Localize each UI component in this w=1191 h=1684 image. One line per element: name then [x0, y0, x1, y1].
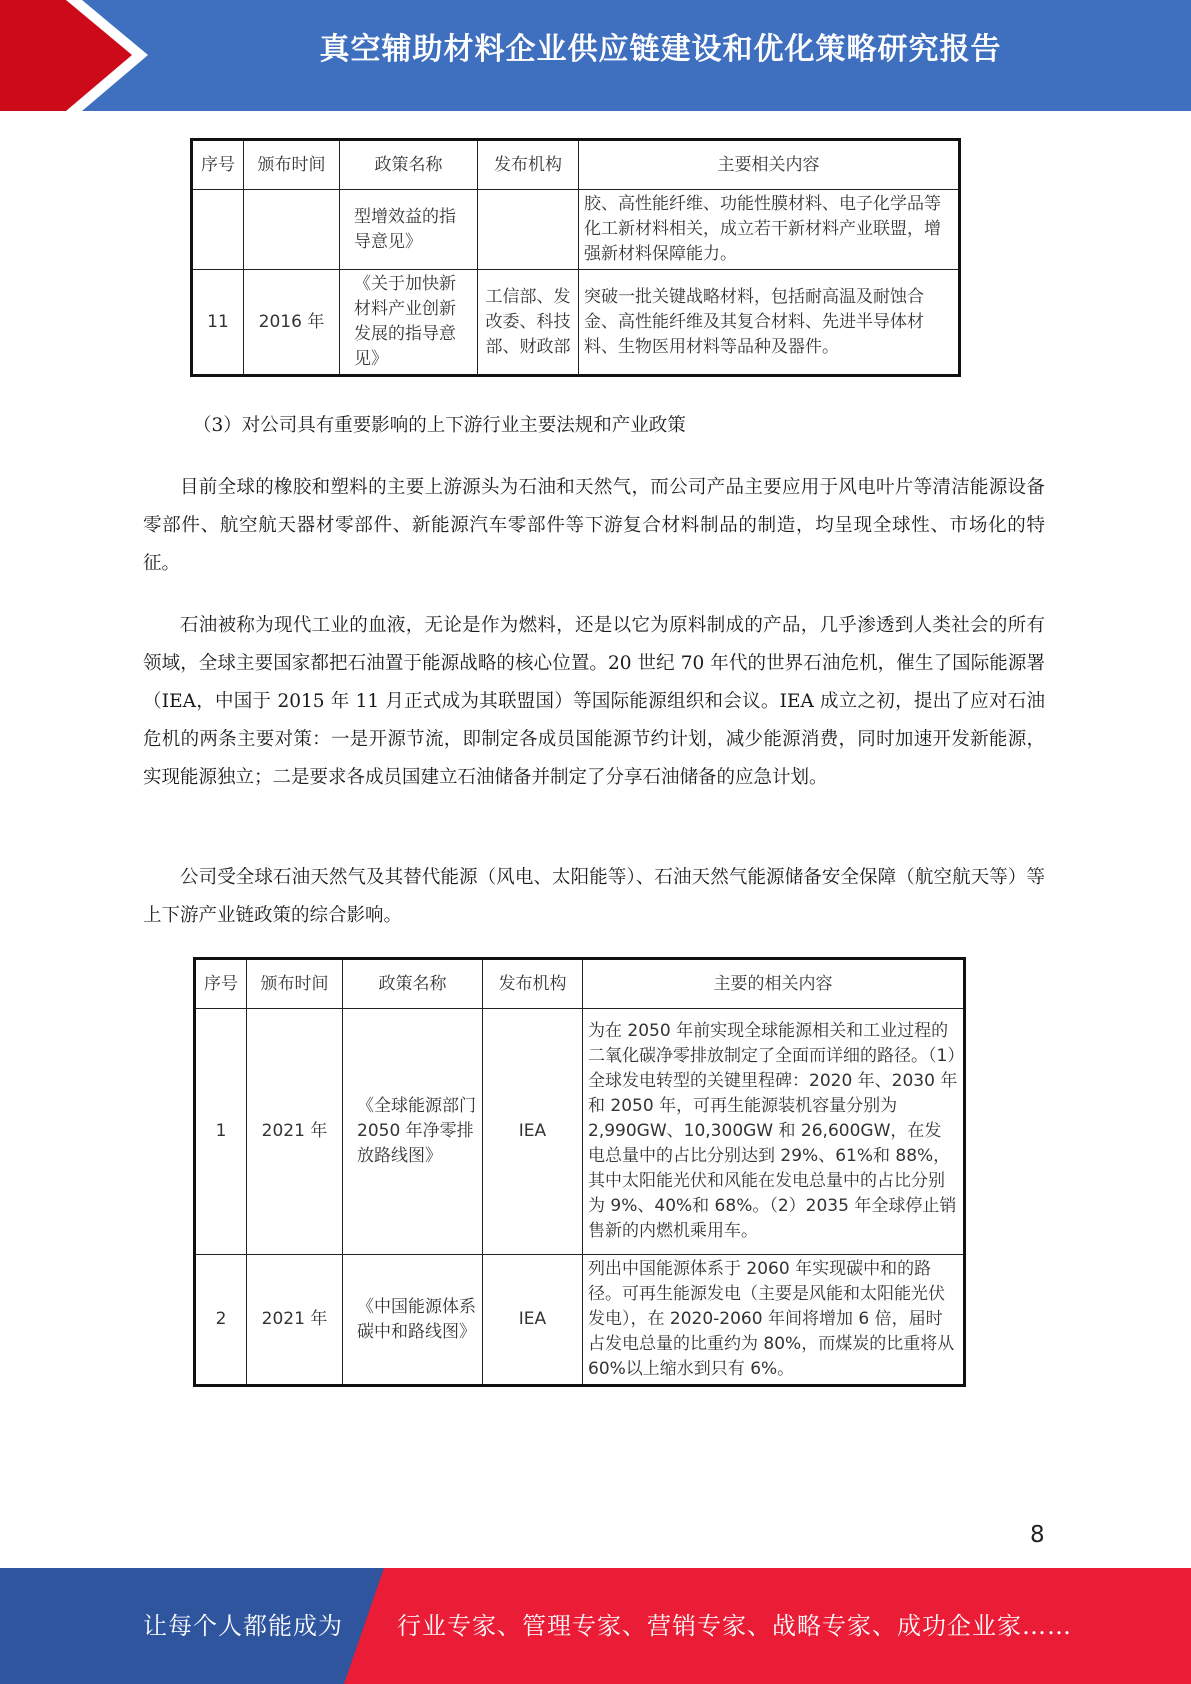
row-content: 为在 2050 年前实现全球能源相关和工业过程的二氧化碳净零排放制定了全面而详细的路径。（1）全球发电转型的关键里程碑：2020 年、2030 年和 2050 年，可再生能源装机容量分别为 2,990GW、10,300GW 和 26,600GW，在发电总量中的占比分别达到 29%、61%和 88%，其中太阳能光伏和风能在发电总量中的占比分别为 9%、40%和 68%。（2）2035 年全球停止销售新的内燃机乘用车。: [583, 1009, 965, 1255]
header-cell: 政策名称: [343, 959, 483, 1009]
paragraph: 石油被称为现代工业的血液，无论是作为燃料，还是以它为原料制成的产品，几乎渗透到人类社会的所有领域，全球主要国家都把石油置于能源战略的核心位置。20 世纪 70 年代的世界石油危机，催生了国际能源署（IEA，中国于 2015 年 11 月正式成为其联盟国）等国际能源组织和会议。IEA 成立之初，提出了应对石油危机的两条主要对策：一是开源节流，即制定各成员国能源节约计划，减少能源消费，同时加速开发新能源，实现能源独立；二是要求各成员国建立石油储备并制定了分享石油储备的应急计划。: [143, 615, 1045, 788]
header-cell: 主要的相关内容: [583, 959, 965, 1009]
table-row: [192, 190, 960, 270]
row-date: 2021 年: [247, 1009, 343, 1255]
page-number: 8: [1030, 1522, 1045, 1548]
row-date: 2021 年: [247, 1255, 343, 1386]
row-date: 2016 年: [244, 270, 340, 376]
table-header-row: [195, 959, 965, 1009]
row-issuer: 工信部、发改委、科技部、财政部: [478, 270, 579, 376]
header-cell: 颁布时间: [244, 140, 340, 190]
row-policy-name: 《中国能源体系碳中和路线图》: [343, 1255, 483, 1386]
paragraph: 公司受全球石油天然气及其替代能源（风电、太阳能等）、石油天然气能源储备安全保障（航空航天等）等上下游产业链政策的综合影响。: [143, 867, 1045, 926]
section-heading: （3）对公司具有重要影响的上下游行业主要法规和产业政策: [193, 415, 686, 436]
row-content: 列出中国能源体系于 2060 年实现碳中和的路径。可再生能源发电（主要是风能和太阳能光伏发电），在 2020-2060 年间将增加 6 倍，届时占发电总量的比重约为 80%，而煤炭的比重将从 60%以上缩水到只有 6%。: [583, 1255, 965, 1386]
header-cell: 颁布时间: [247, 959, 343, 1009]
policy-table-1: [190, 138, 961, 377]
header-cell: 发布机构: [483, 959, 583, 1009]
row-content: 胶、高性能纤维、功能性膜材料、电子化学品等化工新材料相关，成立若干新材料产业联盟，增强新材料保障能力。: [579, 190, 960, 270]
footer-slogan-left: 让每个人都能成为: [143, 1612, 343, 1640]
row-number: 2: [195, 1255, 247, 1386]
report-title: 真空辅助材料企业供应链建设和优化策略研究报告: [319, 32, 1002, 67]
paragraph: 目前全球的橡胶和塑料的主要上游源头为石油和天然气，而公司产品主要应用于风电叶片等清洁能源设备零部件、航空航天器材零部件、新能源汽车零部件等下游复合材料制品的制造，均呈现全球性、市场化的特征。: [143, 477, 1045, 574]
header-cell: 主要相关内容: [579, 140, 960, 190]
page-footer: [0, 1568, 1191, 1684]
row-number: [192, 190, 244, 270]
header-cell: 发布机构: [478, 140, 579, 190]
row-number: 1: [195, 1009, 247, 1255]
row-policy-name: 《全球能源部门 2050 年净零排放路线图》: [343, 1009, 483, 1255]
row-number: 11: [192, 270, 244, 376]
header-cell: 政策名称: [340, 140, 478, 190]
row-policy-name: 《关于加快新材料产业创新发展的指导意见》: [340, 270, 478, 376]
header-cell: 序号: [192, 140, 244, 190]
table-row: [195, 1255, 965, 1386]
row-issuer: IEA: [483, 1255, 583, 1386]
header-cell: 序号: [195, 959, 247, 1009]
table-header-row: [192, 140, 960, 190]
row-content: 突破一批关键战略材料，包括耐高温及耐蚀合金、高性能纤维及其复合材料、先进半导体材料、生物医用材料等品种及器件。: [579, 270, 960, 376]
page-header: [0, 0, 1191, 111]
table-row: [195, 1009, 965, 1255]
policy-table-2: [193, 957, 966, 1387]
row-issuer: IEA: [483, 1009, 583, 1255]
row-issuer: [478, 190, 579, 270]
row-policy-name: 型增效益的指导意见》: [340, 190, 478, 270]
footer-slogan-right: 行业专家、管理专家、营销专家、战略专家、成功企业家……: [397, 1612, 1072, 1640]
table-row: [192, 270, 960, 376]
row-date: [244, 190, 340, 270]
